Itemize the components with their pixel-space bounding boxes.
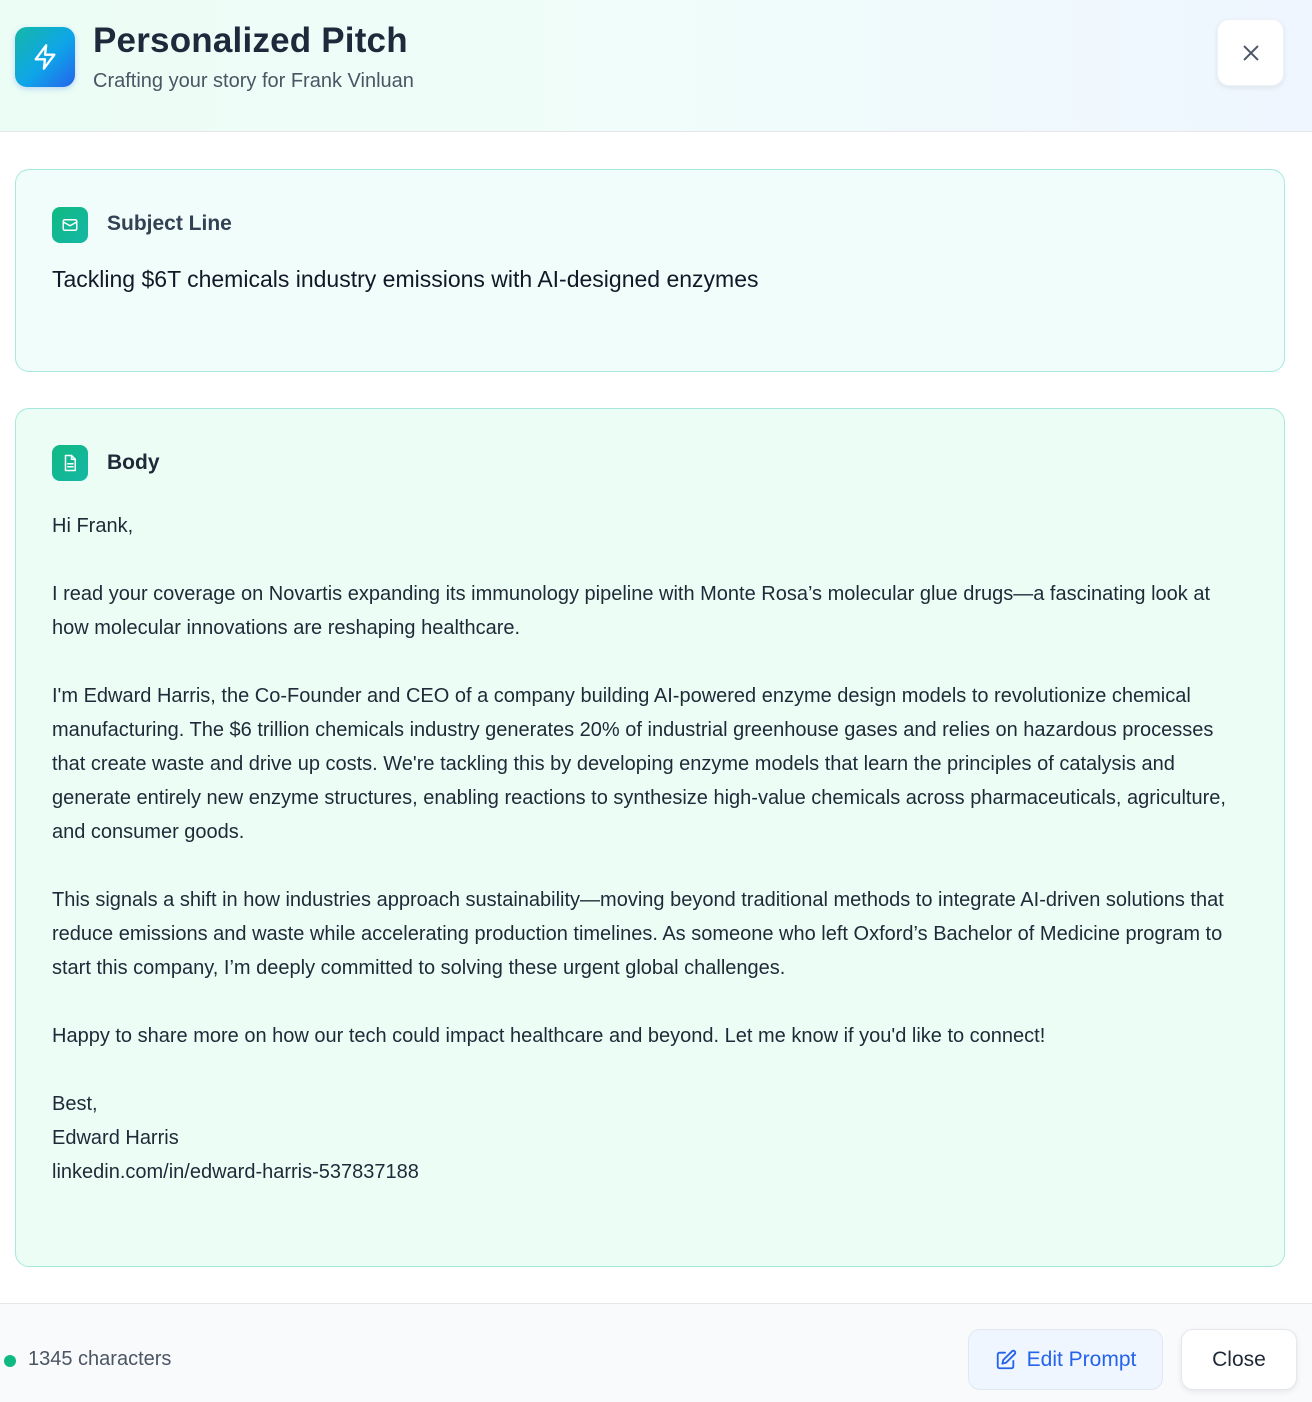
close-button[interactable]: Close [1181,1329,1297,1390]
subject-text[interactable]: Tackling $6T chemicals industry emissions with AI-designed enzymes [52,266,759,292]
page-subtitle: Crafting your story for Frank Vinluan [93,70,414,92]
character-count: 1345 characters [28,1348,172,1370]
body-label: Body [107,451,160,474]
status-dot [4,1355,16,1367]
modal-header [0,0,1312,132]
edit-icon [995,1349,1017,1371]
bolt-icon [15,27,75,87]
edit-prompt-label: Edit Prompt [1026,1347,1137,1371]
close-icon [1240,42,1262,64]
body-paragraph: Happy to share more on how our tech could impact healthcare and beyond. Let me know if you'd like to connect! [52,1025,1046,1047]
page-title: Personalized Pitch [93,21,408,60]
body-text[interactable] [52,509,1252,1189]
body-card [15,408,1285,1267]
subject-label: Subject Line [107,212,232,235]
body-paragraph: Hi Frank, [52,515,134,537]
body-paragraph: This signals a shift in how industries approach sustainability—moving beyond traditional methods to integrate AI-driven solutions that reduce emissions and waste while accelerating production timelines. As someone who left Oxford’s Bachelor of Medicine program to start this company, I’m deeply committed to solving these urgent global challenges. [52,889,1224,979]
document-icon [52,445,88,481]
signature-name: Edward Harris [52,1127,179,1149]
linkedin-link: linkedin.com/in/edward-harris-537837188 [52,1161,419,1183]
edit-prompt-button[interactable] [968,1329,1163,1390]
close-icon-button[interactable] [1217,19,1284,86]
body-paragraph: I read your coverage on Novartis expanding its immunology pipeline with Monte Rosa’s molecular glue drugs—a fascinating look at how molecular innovations are reshaping healthcare. [52,583,1211,639]
mail-icon [52,207,88,243]
modal-footer [0,1303,1312,1402]
subject-card [15,169,1285,372]
signoff: Best, [52,1093,98,1115]
body-paragraph: I'm Edward Harris, the Co-Founder and CEO of a company building AI-powered enzyme design models to revolutionize chemical manufacturing. The $6 trillion chemicals industry generates 20% of industrial greenhouse gases and relies on hazardous processes that create waste and drive up costs. We're tackling this by developing enzyme models that learn the principles of catalysis and generate entirely new enzyme structures, enabling reactions to synthesize high-value chemicals across pharmaceuticals, agriculture, and consumer goods. [52,685,1226,843]
